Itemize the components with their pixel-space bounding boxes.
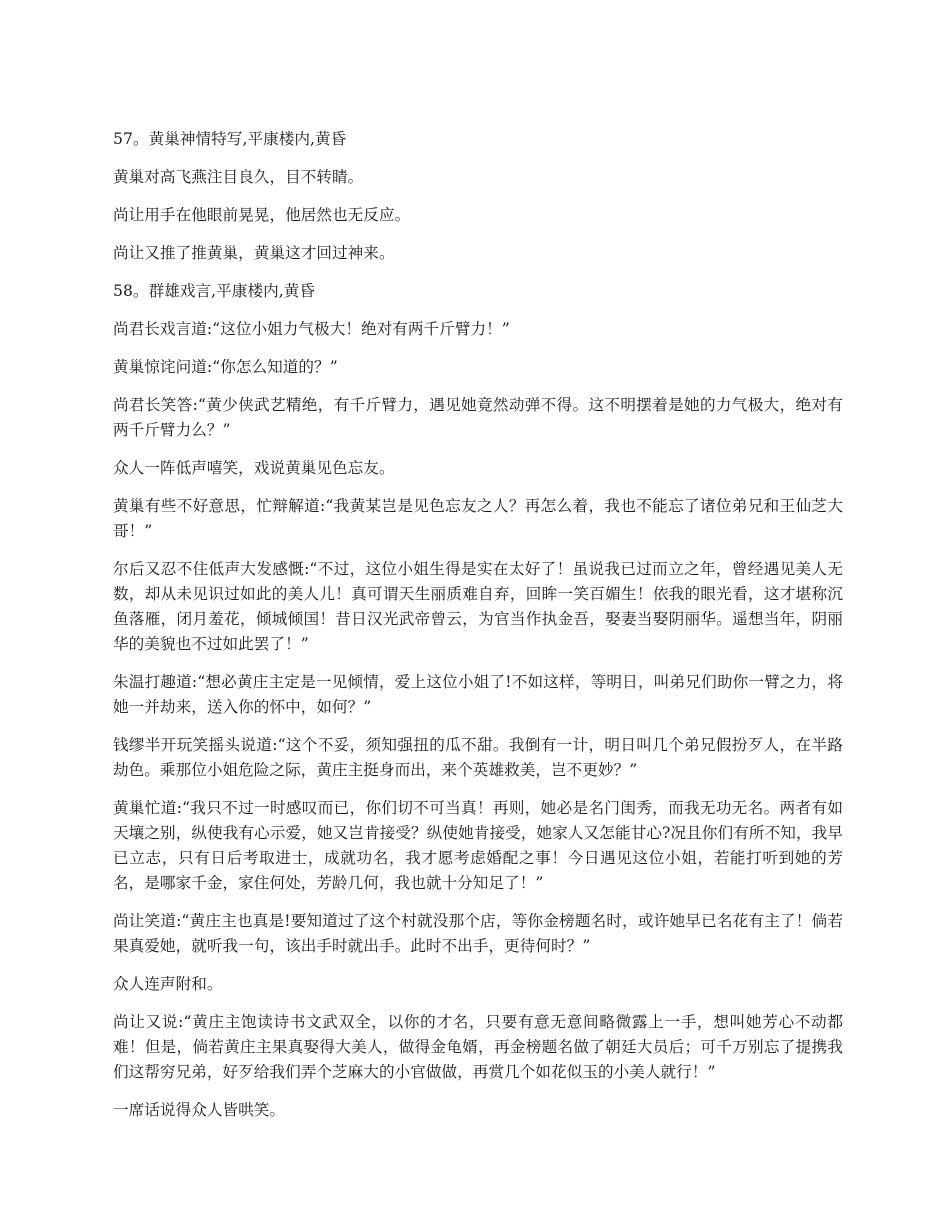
paragraph: 黄巢惊诧问道:“你怎么知道的？” bbox=[113, 358, 338, 376]
paragraph: 尚君长笑答:“黄少侠武艺精绝，有千斤臂力，遇见她竟然动弹不得。这不明摆着是她的力气极大，绝对有两千斤臂力么？” bbox=[113, 396, 843, 439]
paragraph: 黄巢对高飞燕注目良久，目不转睛。 bbox=[113, 168, 364, 186]
paragraph: 尚让又说:“黄庄主饱读诗书文武双全，以你的才名，只要有意无意间略微露上一手，想叫她芳心不动都难！但是，倘若黄庄主果真娶得大美人，做得金龟婿，再金榜题名做了朝廷大员后；可千万别忘了提携我们这帮穷兄弟，好歹给我们弄个芝麻大的小官做做，再赏几个如花似玉的小美人就行！” bbox=[113, 1013, 843, 1081]
paragraph: 朱温打趣道:“想必黄庄主定是一见倾情，爱上这位小姐了!不如这样，等明日，叫弟兄们助你一臂之力，将她一并劫来，送入你的怀中，如何？” bbox=[113, 673, 843, 716]
paragraph: 尚君长戏言道:“这位小姐力气极大！绝对有两千斤臂力！” bbox=[113, 320, 510, 338]
paragraph: 黄巢忙道:“我只不过一时感叹而已，你们切不可当真！再则，她必是名门闺秀，而我无功无名。两者有如天壤之别，纵使我有心示爱，她又岂肯接受？纵使她肯接受，她家人又怎能甘心?况且你们有所不知，我早已立志，只有日后考取进士，成就功名，我才愿考虑婚配之事！今日遇见这位小姐，若能打听到她的芳名，是哪家千金，家住何处，芳龄几何，我也就十分知足了！” bbox=[113, 799, 843, 892]
document-body bbox=[113, 127, 843, 1136]
scene-heading-57: 57。黄巢神情特写,平康楼内,黄昏 bbox=[113, 130, 347, 148]
paragraph: 尚让又推了推黄巢，黄巢这才回过神来。 bbox=[113, 244, 395, 262]
paragraph: 尔后又忍不住低声大发感慨:“不过，这位小姐生得是实在太好了！虽说我已过而立之年，曾经遇见美人无数，却从未见识过如此的美人儿！真可谓天生丽质难自弃，回眸一笑百媚生！依我的眼光看，这才堪称沉鱼落雁，闭月羞花，倾城倾国！昔日汉光武帝曾云，为官当作执金吾，娶妻当娶阴丽华。遥想当年，阴丽华的美貌也不过如此罢了！” bbox=[113, 560, 843, 653]
paragraph: 黄巢有些不好意思，忙辩解道:“我黄某岂是见色忘友之人？再怎么着，我也不能忘了诸位弟兄和王仙芝大哥！” bbox=[113, 497, 843, 540]
paragraph: 尚让用手在他眼前晃晃，他居然也无反应。 bbox=[113, 206, 411, 224]
scene-heading-58: 58。群雄戏言,平康楼内,黄昏 bbox=[113, 282, 316, 300]
paragraph: 众人一阵低声嘻笑，戏说黄巢见色忘友。 bbox=[113, 459, 395, 477]
paragraph: 钱缪半开玩笑摇头说道:“这个不妥，须知强扭的瓜不甜。我倒有一计，明日叫几个弟兄假扮歹人，在半路劫色。乘那位小姐危险之际，黄庄主挺身而出，来个英雄救美，岂不更妙？” bbox=[113, 736, 843, 779]
paragraph: 尚让笑道:“黄庄主也真是!要知道过了这个村就没那个店，等你金榜题名时，或许她早已名花有主了！倘若果真爱她，就听我一句，该出手时就出手。此时不出手，更待何时？” bbox=[113, 912, 843, 955]
paragraph: 一席话说得众人皆哄笑。 bbox=[113, 1101, 286, 1119]
paragraph: 众人连声附和。 bbox=[113, 975, 223, 993]
